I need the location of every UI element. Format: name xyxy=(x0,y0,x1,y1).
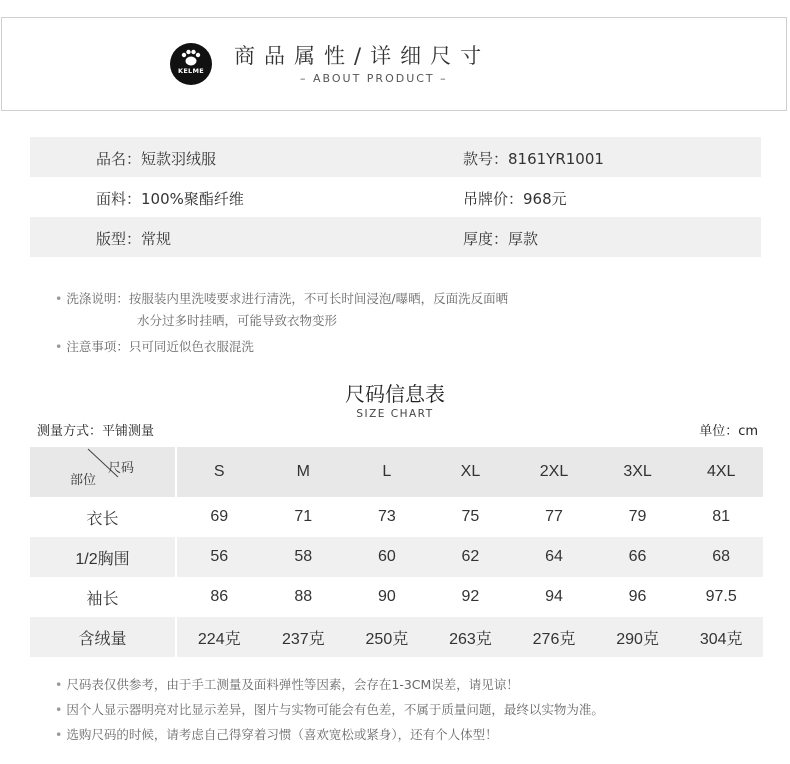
table-cell: 71 xyxy=(294,508,313,525)
table-cell: 86 xyxy=(210,588,229,605)
attribute-row xyxy=(30,137,761,177)
measure-method: 测量方式：平铺测量 xyxy=(37,424,155,439)
table-cell: 276克 xyxy=(512,617,596,657)
page-title: 商品属性/详细尺寸 xyxy=(234,44,491,68)
row-label: 袖长 xyxy=(30,577,176,617)
size-header: 2XL xyxy=(512,447,596,497)
attribute-table xyxy=(30,137,761,257)
row-label: 衣长 xyxy=(30,497,176,537)
table-cell: 62 xyxy=(429,537,513,577)
attribute-style-no: 款号：8161YR1001 xyxy=(463,150,604,168)
attribute-row xyxy=(30,177,761,217)
table-cell: 97.5 xyxy=(705,588,737,605)
attribute-price: 吊牌价：968元 xyxy=(463,190,567,208)
table-cell: 90 xyxy=(377,588,396,605)
table-row xyxy=(30,497,763,537)
table-cell: 263克 xyxy=(429,617,513,657)
size-chart-subtitle: SIZE CHART xyxy=(356,408,434,420)
table-cell: 56 xyxy=(176,537,262,577)
unit-label: 单位：cm xyxy=(699,424,758,439)
table-cell: 68 xyxy=(679,537,763,577)
table-cell: 79 xyxy=(628,508,647,525)
wash-instructions-cont: 水分过多时挂晒，可能导致衣物变形 xyxy=(137,313,338,328)
size-header: 3XL xyxy=(596,447,680,497)
table-row xyxy=(30,577,763,617)
logo-text: KELME xyxy=(177,67,205,75)
table-cell: 77 xyxy=(545,508,563,525)
size-table xyxy=(30,447,763,657)
bullet-icon: • xyxy=(55,677,63,692)
attribute-thickness: 厚度：厚款 xyxy=(463,230,539,248)
table-cell: 94 xyxy=(545,588,563,605)
table-row xyxy=(30,537,763,577)
wash-instructions: 洗涤说明：按服装内里洗唛要求进行清洗，不可长时间浸泡/曝晒，反面洗反面晒 xyxy=(66,291,509,306)
care-notes xyxy=(55,288,508,358)
table-cell: 88 xyxy=(294,588,313,605)
table-cell: 96 xyxy=(628,588,647,605)
table-cell: 60 xyxy=(345,537,429,577)
table-cell: 81 xyxy=(712,508,731,525)
corner-cell xyxy=(30,447,176,497)
attribute-fit: 版型：常规 xyxy=(96,230,172,248)
attribute-row xyxy=(30,217,761,257)
table-cell: 75 xyxy=(461,508,480,525)
row-label: 1/2胸围 xyxy=(30,537,176,577)
bullet-icon: • xyxy=(55,702,63,717)
table-cell: 73 xyxy=(377,508,396,525)
row-label: 含绒量 xyxy=(30,617,176,657)
footer-notes xyxy=(55,672,604,747)
size-chart-title: 尺码信息表 xyxy=(345,382,445,406)
size-header: L xyxy=(345,447,429,497)
attribute-name: 品名：短款羽绒服 xyxy=(96,150,217,168)
diagonal-divider xyxy=(30,447,175,497)
corner-size-label: 尺码 xyxy=(108,460,135,475)
page-subtitle: – ABOUT PRODUCT – xyxy=(300,72,448,85)
table-row xyxy=(30,617,763,657)
size-header: S xyxy=(176,447,262,497)
table-cell: 69 xyxy=(210,508,229,525)
table-cell: 290克 xyxy=(596,617,680,657)
table-cell: 58 xyxy=(262,537,346,577)
bullet-icon: • xyxy=(55,291,63,306)
size-header: M xyxy=(262,447,346,497)
size-header-row xyxy=(30,447,763,497)
footer-note: 因个人显示器明亮对比显示差异，图片与实物可能会有色差，不属于质量问题，最终以实物为准。 xyxy=(66,702,604,717)
table-cell: 237克 xyxy=(262,617,346,657)
paw-icon xyxy=(170,43,212,85)
corner-part-label: 部位 xyxy=(70,472,97,487)
bullet-icon: • xyxy=(55,339,63,354)
footer-note: 选购尺码的时候，请考虑自己得穿着习惯（喜欢宽松或紧身），还有个人体型！ xyxy=(66,727,498,742)
table-cell: 304克 xyxy=(679,617,763,657)
size-header: XL xyxy=(429,447,513,497)
table-cell: 250克 xyxy=(345,617,429,657)
kelme-logo xyxy=(170,43,212,85)
size-header: 4XL xyxy=(679,447,763,497)
bullet-icon: • xyxy=(55,727,63,742)
table-cell: 92 xyxy=(461,588,480,605)
attention-note: 注意事项：只可同近似色衣服混洗 xyxy=(66,339,254,354)
table-cell: 64 xyxy=(512,537,596,577)
attribute-fabric: 面料：100%聚酯纤维 xyxy=(96,190,244,208)
footer-note: 尺码表仅供参考，由于手工测量及面料弹性等因素，会存在1-3CM误差，请见谅！ xyxy=(66,677,519,692)
table-cell: 66 xyxy=(596,537,680,577)
table-cell: 224克 xyxy=(176,617,262,657)
